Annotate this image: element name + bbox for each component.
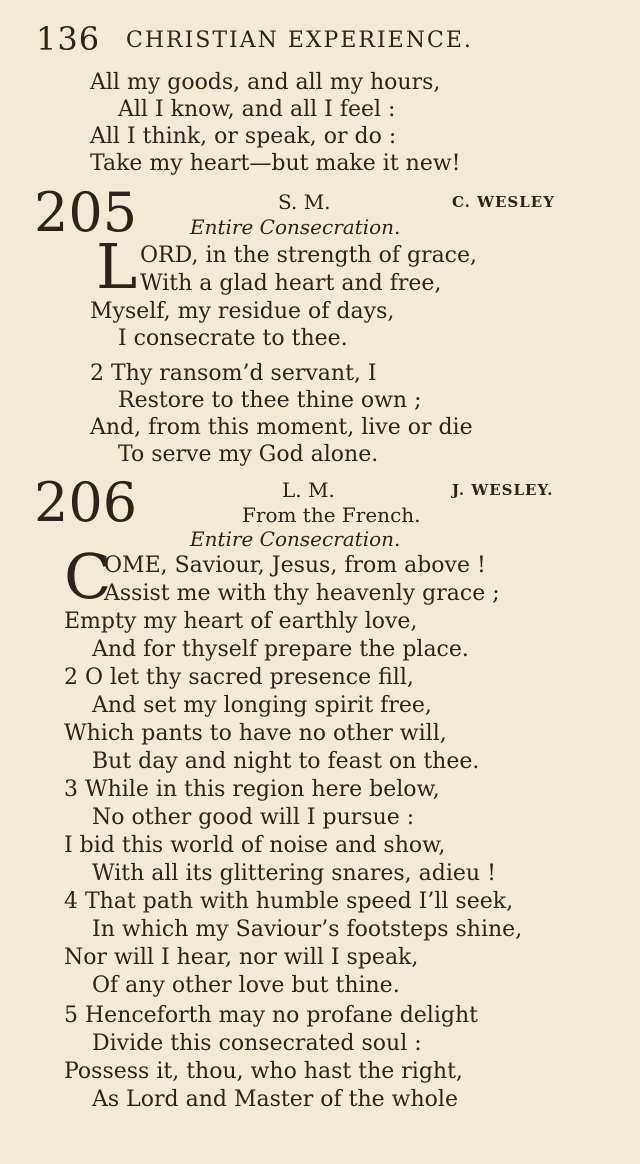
verse-line: Which pants to have no other will,	[64, 721, 447, 746]
verse-line: ORD, in the strength of grace,	[140, 243, 478, 268]
verse-line: As Lord and Master of the whole	[92, 1087, 458, 1112]
verse-line: Nor will I hear, nor will I speak,	[64, 945, 419, 970]
verse-line: All my goods, and all my hours,	[90, 70, 441, 95]
running-title: CHRISTIAN EXPERIENCE.	[126, 28, 473, 53]
verse-line: Possess it, thou, who hast the right,	[64, 1059, 463, 1084]
hymn-subtitle: Entire Consecration.	[190, 215, 401, 239]
verse-line: And set my longing spirit free,	[92, 693, 432, 718]
hymn-subtitle: Entire Consecration.	[190, 527, 401, 551]
verse-line: Take my heart—but make it new!	[90, 151, 461, 176]
hymn-source: From the French.	[242, 503, 421, 527]
verse-line: All I know, and all I feel :	[118, 97, 396, 122]
hymn-meter: S. M.	[278, 190, 331, 214]
hymn-number: 205	[34, 181, 138, 244]
verse-line: To serve my God alone.	[118, 442, 379, 467]
verse-line: All I think, or speak, or do :	[90, 124, 397, 149]
verse-line: Restore to thee thine own ;	[118, 388, 422, 413]
hymn-meter: L. M.	[282, 478, 335, 502]
verse-line: OME, Saviour, Jesus, from above !	[104, 553, 486, 578]
verse-line: Assist me with thy heavenly grace ;	[104, 581, 500, 606]
verse-line: With a glad heart and free,	[140, 271, 442, 296]
verse-line: And for thyself prepare the place.	[92, 637, 469, 662]
verse-line: But day and night to feast on thee.	[92, 749, 480, 774]
verse-line: No other good will I pursue :	[92, 805, 415, 830]
verse-line: Empty my heart of earthly love,	[64, 609, 418, 634]
hymn-author: J. WESLEY.	[452, 481, 554, 499]
page-header	[36, 20, 620, 60]
verse-line: 2 Thy ransom’d servant, I	[90, 361, 377, 386]
verse-line: And, from this moment, live or die	[90, 415, 473, 440]
verse-line: 5 Henceforth may no profane delight	[64, 1003, 478, 1028]
verse-line: 3 While in this region here below,	[64, 777, 440, 802]
verse-line: I bid this world of noise and show,	[64, 833, 446, 858]
verse-line: 2 O let thy sacred presence fill,	[64, 665, 414, 690]
hymn-author: C. WESLEY	[452, 193, 555, 211]
verse-line: I consecrate to thee.	[118, 326, 348, 351]
verse-line: In which my Saviour’s footsteps shine,	[92, 917, 523, 942]
verse-line: With all its glittering snares, adieu !	[92, 861, 496, 886]
page-number: 136	[36, 20, 101, 58]
verse-line: Of any other love but thine.	[92, 973, 400, 998]
hymn-number: 206	[34, 471, 138, 534]
verse-line: Myself, my residue of days,	[90, 299, 395, 324]
drop-cap: C	[64, 540, 112, 613]
verse-line: 4 That path with humble speed I’ll seek,	[64, 889, 514, 914]
drop-cap: L	[96, 230, 138, 303]
verse-line: Divide this consecrated soul :	[92, 1031, 422, 1056]
